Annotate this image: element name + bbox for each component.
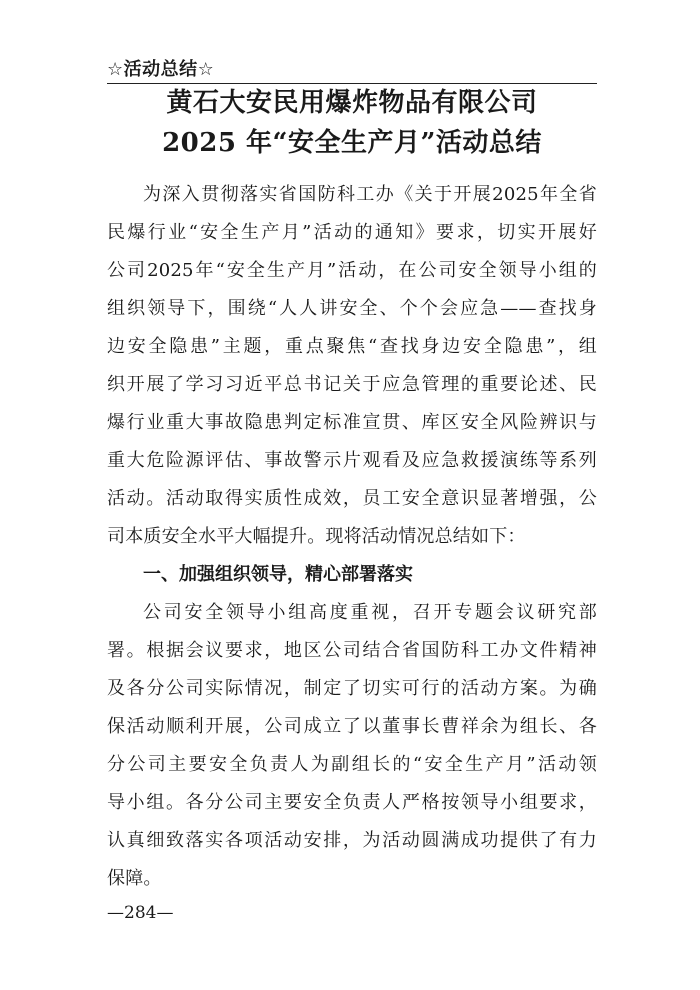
section-paragraph-line: 保活动顺利开展，公司成立了以董事长曹祥余为组长、各 [107,716,597,737]
header-divider [107,83,597,84]
section-paragraph-line: 分公司主要安全负责人为副组长的“安全生产月”活动领 [107,754,597,775]
section-paragraph-line: 认真细致落实各项活动安排，为活动圆满成功提供了有力 [107,830,597,851]
document-title-line-1: 黄石大安民用爆炸物品有限公司 [166,88,538,118]
intro-paragraph-line: 织开展了学习习近平总书记关于应急管理的重要论述、民 [107,374,597,395]
intro-paragraph-line: 公司2025年“安全生产月”活动，在公司安全领导小组的 [107,260,597,281]
section-paragraph-line: 公司安全领导小组高度重视，召开专题会议研究部 [143,602,597,623]
intro-paragraph-line: 组织领导下，围绕“人人讲安全、个个会应急——查找身 [107,298,597,319]
page-number: —284— [107,903,174,923]
intro-paragraph-line: 司本质安全水平大幅提升。现将活动情况总结如下： [107,526,526,547]
document-title-line-2: 2025 年“安全生产月”活动总结 [162,128,542,158]
section-heading: 一、加强组织领导，精心部署落实 [143,564,413,585]
section-paragraph-line: 署。根据会议要求，地区公司结合省国防科工办文件精神 [107,640,597,661]
intro-paragraph-line: 边安全隐患”主题，重点聚焦“查找身边安全隐患”，组 [107,336,597,357]
intro-paragraph-line: 为深入贯彻落实省国防科工办《关于开展2025年全省 [143,184,597,205]
header-tag: ☆活动总结☆ [107,59,215,80]
intro-paragraph-line: 活动。活动取得实质性成效，员工安全意识显著增强，公 [107,488,597,509]
intro-paragraph-line: 民爆行业“安全生产月”活动的通知》要求，切实开展好 [107,222,597,243]
intro-paragraph-line: 爆行业重大事故隐患判定标准宣贯、库区安全风险辨识与 [107,412,597,433]
section-paragraph-line: 导小组。各分公司主要安全负责人严格按领导小组要求， [107,792,597,813]
section-paragraph-line: 保障。 [107,868,162,889]
section-paragraph-line: 及各分公司实际情况，制定了切实可行的活动方案。为确 [107,678,597,699]
intro-paragraph-line: 重大危险源评估、事故警示片观看及应急救援演练等系列 [107,450,597,471]
